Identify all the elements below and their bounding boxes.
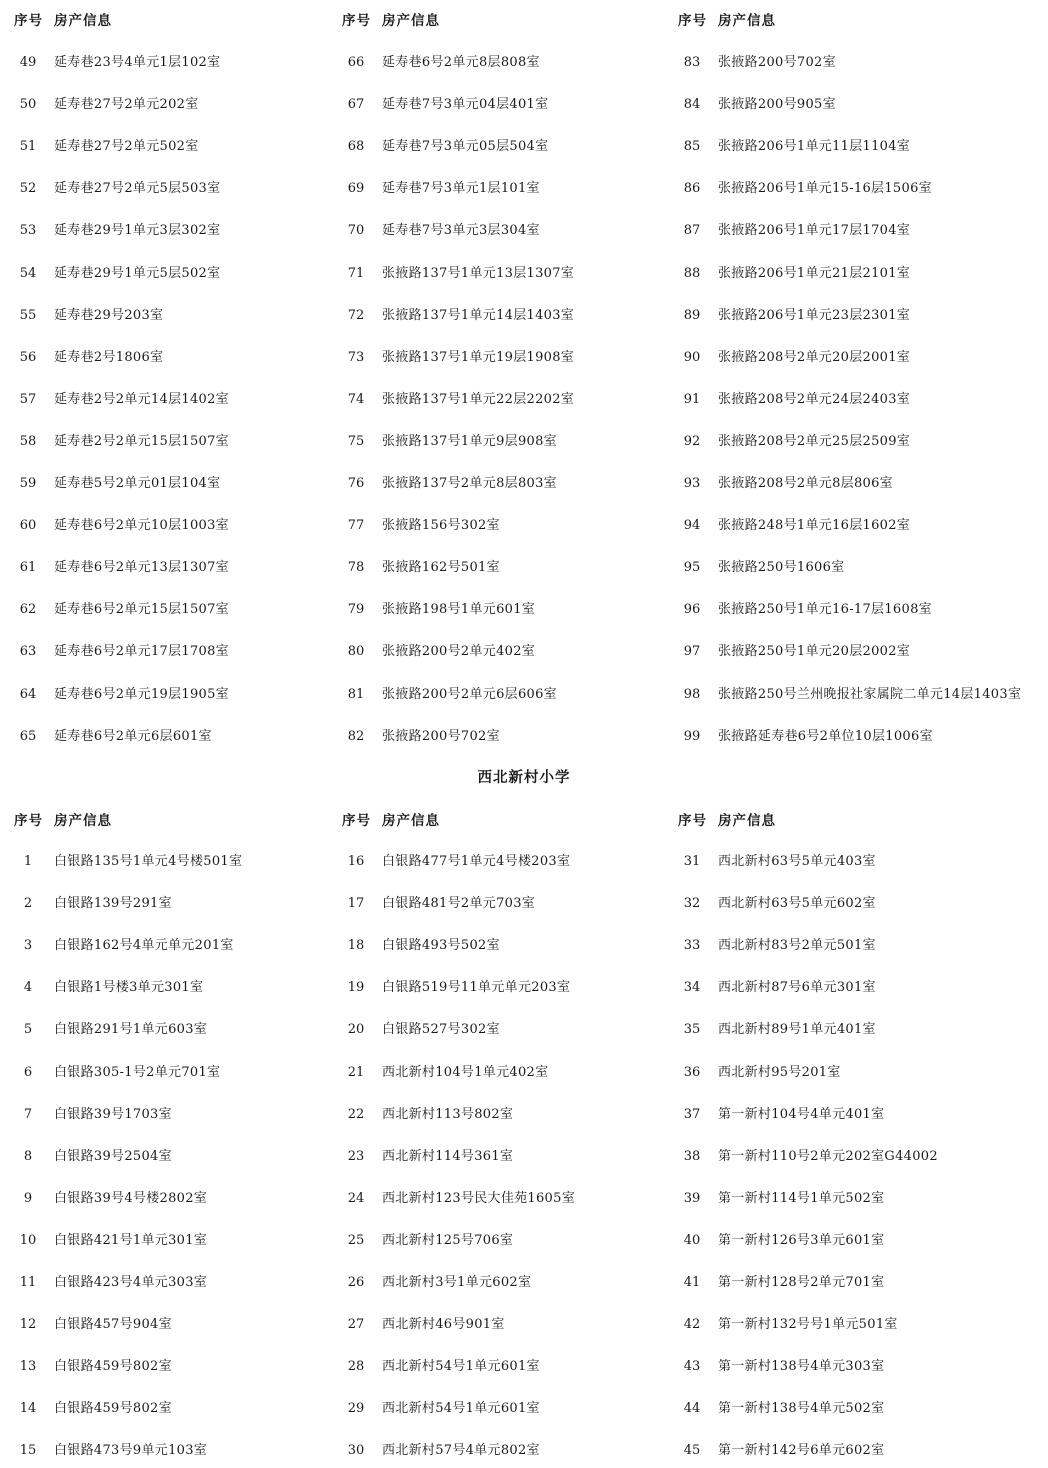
serial-number: 38 <box>683 1149 701 1164</box>
property-info: 西北新村114号361室 <box>382 1149 514 1164</box>
serial-number: 17 <box>347 896 365 911</box>
serial-number: 83 <box>683 55 701 70</box>
serial-number: 43 <box>683 1359 701 1374</box>
property-info: 张掖路137号1单元19层1908室 <box>382 350 575 365</box>
serial-number: 86 <box>683 181 701 196</box>
serial-number: 68 <box>347 139 365 154</box>
property-info: 张掖路208号2单元20层2001室 <box>718 350 911 365</box>
serial-number: 20 <box>347 1022 365 1037</box>
serial-number: 80 <box>347 644 365 659</box>
property-info: 西北新村125号706室 <box>382 1233 514 1248</box>
property-info: 张掖路137号1单元9层908室 <box>382 434 557 449</box>
header-property-info: 房产信息 <box>54 813 112 829</box>
property-info: 张掖路248号1单元16层1602室 <box>718 518 911 533</box>
header-serial-number: 序号 <box>342 13 371 29</box>
serial-number: 73 <box>347 350 365 365</box>
property-info: 西北新村87号6单元301室 <box>718 980 876 995</box>
property-info: 西北新村54号1单元601室 <box>382 1401 540 1416</box>
property-info: 白银路477号1单元4号楼203室 <box>382 854 571 869</box>
property-info: 延寿巷7号3单元3层304室 <box>382 223 540 238</box>
property-info: 白银路291号1单元603室 <box>54 1022 208 1037</box>
serial-number: 56 <box>19 350 37 365</box>
serial-number: 98 <box>683 687 701 702</box>
header-serial-number: 序号 <box>678 13 707 29</box>
serial-number: 74 <box>347 392 365 407</box>
property-info: 第一新村104号4单元401室 <box>718 1107 885 1122</box>
serial-number: 85 <box>683 139 701 154</box>
property-info: 张掖路250号1606室 <box>718 560 845 575</box>
header-property-info: 房产信息 <box>718 813 776 829</box>
property-info: 延寿巷6号2单元17层1708室 <box>54 644 229 659</box>
header-property-info: 房产信息 <box>382 813 440 829</box>
serial-number: 90 <box>683 350 701 365</box>
serial-number: 3 <box>23 938 33 953</box>
property-info: 延寿巷27号2单元5层503室 <box>54 181 221 196</box>
serial-number: 99 <box>683 729 701 744</box>
serial-number: 26 <box>347 1275 365 1290</box>
property-info: 张掖路137号2单元8层803室 <box>382 476 557 491</box>
serial-number: 42 <box>683 1317 701 1332</box>
property-info: 张掖路延寿巷6号2单位10层1006室 <box>718 729 933 744</box>
serial-number: 95 <box>683 560 701 575</box>
serial-number: 6 <box>23 1065 33 1080</box>
property-info: 西北新村46号901室 <box>382 1317 505 1332</box>
serial-number: 37 <box>683 1107 701 1122</box>
property-info: 延寿巷7号3单元1层101室 <box>382 181 540 196</box>
property-info: 延寿巷2号2单元15层1507室 <box>54 434 229 449</box>
property-info: 延寿巷6号2单元10层1003室 <box>54 518 229 533</box>
property-info: 张掖路206号1单元21层2101室 <box>718 266 911 281</box>
property-info: 第一新村126号3单元601室 <box>718 1233 885 1248</box>
serial-number: 55 <box>19 308 37 323</box>
serial-number: 59 <box>19 476 37 491</box>
serial-number: 87 <box>683 223 701 238</box>
column-header <box>678 810 776 832</box>
serial-number: 70 <box>347 223 365 238</box>
property-info: 延寿巷7号3单元05层504室 <box>382 139 549 154</box>
serial-number: 64 <box>19 687 37 702</box>
property-info: 第一新村128号2单元701室 <box>718 1275 885 1290</box>
serial-number: 22 <box>347 1107 365 1122</box>
serial-number: 29 <box>347 1401 365 1416</box>
serial-number: 36 <box>683 1065 701 1080</box>
serial-number: 65 <box>19 729 37 744</box>
serial-number: 92 <box>683 434 701 449</box>
serial-number: 2 <box>23 896 33 911</box>
property-info: 张掖路156号302室 <box>382 518 500 533</box>
serial-number: 52 <box>19 181 37 196</box>
serial-number: 10 <box>19 1233 37 1248</box>
serial-number: 18 <box>347 938 365 953</box>
property-info: 白银路493号502室 <box>382 938 500 953</box>
property-info: 白银路39号1703室 <box>54 1107 172 1122</box>
property-info: 延寿巷7号3单元04层401室 <box>382 97 549 112</box>
serial-number: 32 <box>683 896 701 911</box>
property-info: 西北新村123号民大佳苑1605室 <box>382 1191 575 1206</box>
serial-number: 89 <box>683 308 701 323</box>
property-info: 张掖路200号2单元402室 <box>382 644 536 659</box>
property-info: 延寿巷27号2单元202室 <box>54 97 199 112</box>
serial-number: 66 <box>347 55 365 70</box>
property-info: 延寿巷5号2单元01层104室 <box>54 476 221 491</box>
property-info: 西北新村54号1单元601室 <box>382 1359 540 1374</box>
serial-number: 75 <box>347 434 365 449</box>
serial-number: 57 <box>19 392 37 407</box>
serial-number: 93 <box>683 476 701 491</box>
property-info: 白银路1号楼3单元301室 <box>54 980 204 995</box>
property-info: 延寿巷23号4单元1层102室 <box>54 55 221 70</box>
serial-number: 25 <box>347 1233 365 1248</box>
property-info: 张掖路200号2单元6层606室 <box>382 687 557 702</box>
serial-number: 61 <box>19 560 37 575</box>
property-info: 张掖路198号1单元601室 <box>382 602 536 617</box>
serial-number: 67 <box>347 97 365 112</box>
property-info: 张掖路250号兰州晚报社家属院二单元14层1403室 <box>718 687 1022 702</box>
header-serial-number: 序号 <box>342 813 371 829</box>
serial-number: 39 <box>683 1191 701 1206</box>
serial-number: 9 <box>23 1191 33 1206</box>
serial-number: 7 <box>23 1107 33 1122</box>
header-property-info: 房产信息 <box>382 13 440 29</box>
serial-number: 44 <box>683 1401 701 1416</box>
property-info: 白银路527号302室 <box>382 1022 500 1037</box>
serial-number: 35 <box>683 1022 701 1037</box>
serial-number: 76 <box>347 476 365 491</box>
property-info: 延寿巷6号2单元13层1307室 <box>54 560 229 575</box>
property-info: 白银路139号291室 <box>54 896 172 911</box>
property-info: 西北新村104号1单元402室 <box>382 1065 549 1080</box>
serial-number: 71 <box>347 266 365 281</box>
property-info: 白银路135号1单元4号楼501室 <box>54 854 243 869</box>
property-info: 白银路459号802室 <box>54 1401 172 1416</box>
property-info: 西北新村95号201室 <box>718 1065 841 1080</box>
serial-number: 96 <box>683 602 701 617</box>
serial-number: 41 <box>683 1275 701 1290</box>
property-info: 张掖路137号1单元14层1403室 <box>382 308 575 323</box>
serial-number: 30 <box>347 1443 365 1458</box>
property-info: 白银路305-1号2单元701室 <box>54 1065 221 1080</box>
column-header <box>342 10 440 32</box>
serial-number: 16 <box>347 854 365 869</box>
column-header <box>14 810 112 832</box>
property-info: 张掖路208号2单元8层806室 <box>718 476 893 491</box>
property-info: 西北新村3号1单元602室 <box>382 1275 532 1290</box>
serial-number: 60 <box>19 518 37 533</box>
property-info: 延寿巷6号2单元8层808室 <box>382 55 540 70</box>
serial-number: 88 <box>683 266 701 281</box>
property-info: 第一新村142号6单元602室 <box>718 1443 885 1458</box>
property-info: 张掖路250号1单元16-17层1608室 <box>718 602 932 617</box>
serial-number: 15 <box>19 1443 37 1458</box>
serial-number: 82 <box>347 729 365 744</box>
serial-number: 79 <box>347 602 365 617</box>
serial-number: 62 <box>19 602 37 617</box>
property-info: 延寿巷6号2单元15层1507室 <box>54 602 229 617</box>
property-info: 张掖路206号1单元15-16层1506室 <box>718 181 932 196</box>
property-info: 第一新村138号4单元502室 <box>718 1401 885 1416</box>
serial-number: 54 <box>19 266 37 281</box>
serial-number: 53 <box>19 223 37 238</box>
property-info: 延寿巷2号2单元14层1402室 <box>54 392 229 407</box>
serial-number: 33 <box>683 938 701 953</box>
property-info: 第一新村132号号1单元501室 <box>718 1317 898 1332</box>
property-info: 张掖路137号1单元22层2202室 <box>382 392 575 407</box>
property-info: 延寿巷29号1单元5层502室 <box>54 266 221 281</box>
property-info: 张掖路137号1单元13层1307室 <box>382 266 575 281</box>
property-info: 第一新村110号2单元202室G44002 <box>718 1149 938 1164</box>
serial-number: 63 <box>19 644 37 659</box>
serial-number: 40 <box>683 1233 701 1248</box>
serial-number: 94 <box>683 518 701 533</box>
serial-number: 97 <box>683 644 701 659</box>
property-info: 张掖路206号1单元11层1104室 <box>718 139 911 154</box>
property-info: 白银路481号2单元703室 <box>382 896 536 911</box>
serial-number: 72 <box>347 308 365 323</box>
property-info: 张掖路200号702室 <box>382 729 500 744</box>
serial-number: 21 <box>347 1065 365 1080</box>
serial-number: 4 <box>23 980 33 995</box>
serial-number: 91 <box>683 392 701 407</box>
serial-number: 81 <box>347 687 365 702</box>
school-title: 西北新村小学 <box>477 769 571 786</box>
serial-number: 58 <box>19 434 37 449</box>
property-info: 张掖路250号1单元20层2002室 <box>718 644 911 659</box>
serial-number: 27 <box>347 1317 365 1332</box>
property-info: 西北新村63号5单元602室 <box>718 896 876 911</box>
property-info: 张掖路200号702室 <box>718 55 836 70</box>
property-info: 延寿巷6号2单元19层1905室 <box>54 687 229 702</box>
column-header <box>14 10 112 32</box>
property-info: 张掖路206号1单元23层2301室 <box>718 308 911 323</box>
property-info: 白银路459号802室 <box>54 1359 172 1374</box>
property-info: 白银路162号4单元单元201室 <box>54 938 234 953</box>
serial-number: 31 <box>683 854 701 869</box>
property-info: 白银路39号4号楼2802室 <box>54 1191 208 1206</box>
property-info: 张掖路208号2单元25层2509室 <box>718 434 911 449</box>
serial-number: 8 <box>23 1149 33 1164</box>
property-info: 延寿巷2号1806室 <box>54 350 164 365</box>
serial-number: 50 <box>19 97 37 112</box>
property-info: 延寿巷27号2单元502室 <box>54 139 199 154</box>
header-property-info: 房产信息 <box>54 13 112 29</box>
property-info: 张掖路208号2单元24层2403室 <box>718 392 911 407</box>
serial-number: 12 <box>19 1317 37 1332</box>
serial-number: 24 <box>347 1191 365 1206</box>
serial-number: 19 <box>347 980 365 995</box>
column-header <box>342 810 440 832</box>
serial-number: 49 <box>19 55 37 70</box>
property-info: 白银路519号11单元单元203室 <box>382 980 571 995</box>
column-header <box>678 10 776 32</box>
header-serial-number: 序号 <box>14 813 43 829</box>
serial-number: 14 <box>19 1401 37 1416</box>
property-info: 西北新村57号4单元802室 <box>382 1443 540 1458</box>
property-info: 张掖路200号905室 <box>718 97 836 112</box>
property-info: 西北新村113号802室 <box>382 1107 514 1122</box>
serial-number: 84 <box>683 97 701 112</box>
property-info: 西北新村63号5单元403室 <box>718 854 876 869</box>
property-info: 白银路421号1单元301室 <box>54 1233 208 1248</box>
serial-number: 77 <box>347 518 365 533</box>
serial-number: 45 <box>683 1443 701 1458</box>
serial-number: 51 <box>19 139 37 154</box>
property-info: 第一新村114号1单元502室 <box>718 1191 885 1206</box>
serial-number: 1 <box>23 854 33 869</box>
serial-number: 5 <box>23 1022 33 1037</box>
serial-number: 34 <box>683 980 701 995</box>
header-serial-number: 序号 <box>678 813 707 829</box>
header-serial-number: 序号 <box>14 13 43 29</box>
property-info: 西北新村83号2单元501室 <box>718 938 876 953</box>
property-info: 西北新村89号1单元401室 <box>718 1022 876 1037</box>
property-info: 张掖路162号501室 <box>382 560 500 575</box>
serial-number: 69 <box>347 181 365 196</box>
serial-number: 78 <box>347 560 365 575</box>
property-info: 白银路457号904室 <box>54 1317 172 1332</box>
serial-number: 28 <box>347 1359 365 1374</box>
property-info: 第一新村138号4单元303室 <box>718 1359 885 1374</box>
serial-number: 23 <box>347 1149 365 1164</box>
property-info: 白银路423号4单元303室 <box>54 1275 208 1290</box>
serial-number: 13 <box>19 1359 37 1374</box>
property-info: 白银路39号2504室 <box>54 1149 172 1164</box>
property-info: 延寿巷29号1单元3层302室 <box>54 223 221 238</box>
property-info: 延寿巷6号2单元6层601室 <box>54 729 212 744</box>
property-info: 白银路473号9单元103室 <box>54 1443 208 1458</box>
property-info: 延寿巷29号203室 <box>54 308 164 323</box>
property-info: 张掖路206号1单元17层1704室 <box>718 223 911 238</box>
header-property-info: 房产信息 <box>718 13 776 29</box>
serial-number: 11 <box>19 1275 37 1290</box>
